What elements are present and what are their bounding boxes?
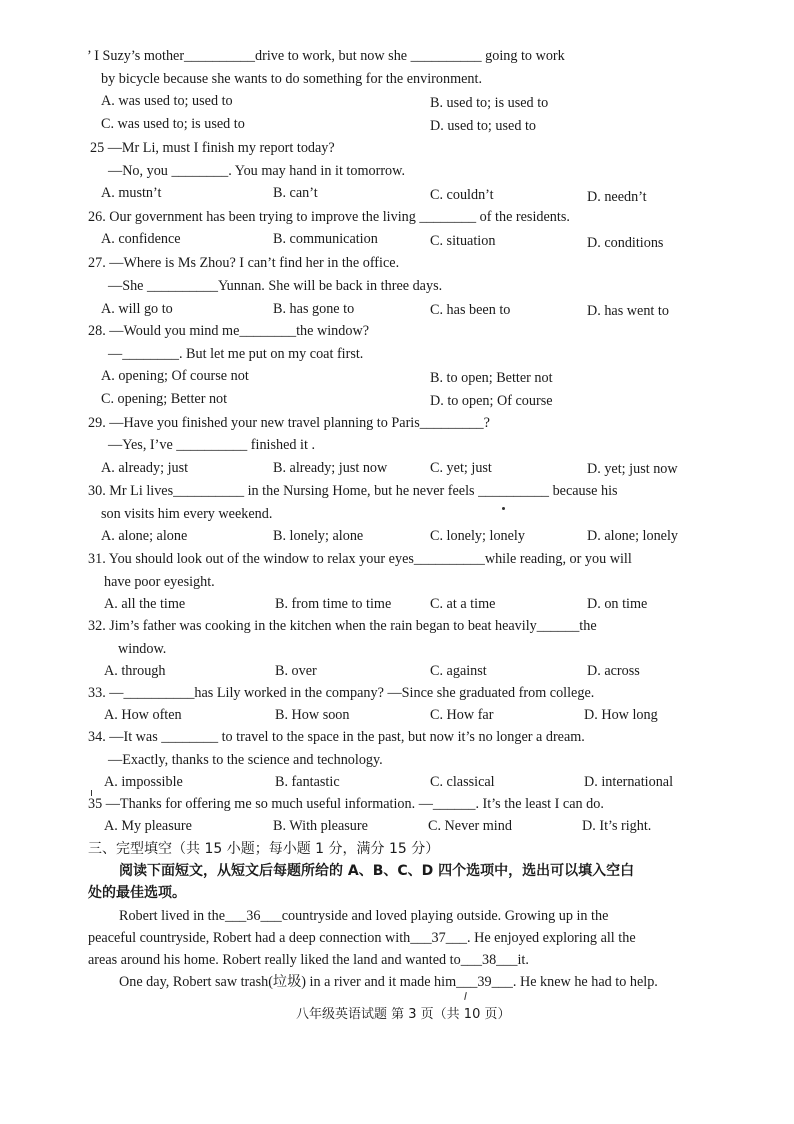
page-footer: 八年级英语试题 第 3 页（共 10 页） <box>296 1007 511 1022</box>
question-28-option-c: C. opening; Better not <box>101 391 228 407</box>
question-29-option-d: D. yet; just now <box>587 461 678 477</box>
question-29-stem-cont: —Yes, I’ve __________ finished it . <box>108 437 316 453</box>
question-30-option-a: A. alone; alone <box>101 528 188 544</box>
question-32-option-d: D. across <box>587 663 640 679</box>
question-25-stem-cont: —No, you ________. You may hand in it tomorrow. <box>108 163 406 179</box>
section-title: 三、完型填空（共 15 小题；每小题 1 分，满分 15 分） <box>88 841 440 857</box>
question-35-option-d: D. It’s right. <box>582 818 652 834</box>
question-25-stem: 25 —Mr Li, must I finish my report today? <box>90 140 335 156</box>
question-34-stem-cont: —Exactly, thanks to the science and technology. <box>108 752 383 768</box>
question-24-option-a: A. was used to; used to <box>101 93 233 109</box>
question-34-option-a: A. impossible <box>104 774 183 790</box>
question-25-option-a: A. mustn’t <box>101 185 162 201</box>
question-24-option-d: D. used to; used to <box>430 118 537 134</box>
section-instruction: 阅读下面短文，从短文后每题所给的 A、B、C、D 四个选项中，选出可以填入空白 <box>119 863 635 879</box>
passage-line-4: One day, Robert saw trash(垃圾) in a river and it made him___39___. He knew he had to help. <box>119 974 658 990</box>
question-29-option-b: B. already; just now <box>273 460 388 476</box>
question-28-option-a: A. opening; Of course not <box>101 368 249 384</box>
question-25-option-d: D. needn’t <box>587 189 647 205</box>
question-24-option-b: B. used to; is used to <box>430 95 549 111</box>
passage-line-3: areas around his home. Robert really liked the land and wanted to___38___it. <box>88 952 529 968</box>
question-28-stem-cont: —________. But let me put on my coat first. <box>108 346 364 362</box>
question-26-option-d: D. conditions <box>587 235 664 251</box>
passage-line-1: Robert lived in the___36___countryside and loved playing outside. Growing up in the <box>119 908 609 924</box>
passage-line-2: peaceful countryside, Robert had a deep connection with___37___. He enjoyed exploring all the <box>88 930 636 946</box>
question-29-stem: 29. —Have you finished your new travel planning to Paris_________? <box>88 415 490 431</box>
question-32-option-c: C. against <box>430 663 487 679</box>
question-33-option-b: B. How soon <box>275 707 350 723</box>
question-25-option-c: C. couldn’t <box>430 187 494 203</box>
question-24-option-c: C. was used to; is used to <box>101 116 245 132</box>
question-26-option-c: C. situation <box>430 233 496 249</box>
question-26-stem: 26. Our government has been trying to improve the living ________ of the residents. <box>88 209 570 225</box>
question-31-option-c: C. at a time <box>430 596 496 612</box>
question-27-option-d: D. has went to <box>587 303 669 319</box>
question-35-option-b: B. With pleasure <box>273 818 368 834</box>
question-35-option-c: C. Never mind <box>428 818 512 834</box>
question-27-stem: 27. —Where is Ms Zhou? I can’t find her in the office. <box>88 255 400 271</box>
question-33-option-d: D. How long <box>584 707 658 723</box>
question-34-option-d: D. international <box>584 774 674 790</box>
question-31-stem-cont: have poor eyesight. <box>104 574 215 590</box>
question-30-option-b: B. lonely; alone <box>273 528 364 544</box>
question-32-stem: 32. Jim’s father was cooking in the kitchen when the rain began to beat heavily______the <box>88 618 597 634</box>
question-30-stem-cont: son visits him every weekend. <box>101 506 273 522</box>
question-29-option-c: C. yet; just <box>430 460 492 476</box>
question-28-stem: 28. —Would you mind me________the window? <box>88 323 370 339</box>
question-30-option-d: D. alone; lonely <box>587 528 679 544</box>
question-32-option-b: B. over <box>275 663 317 679</box>
question-35-option-a: A. My pleasure <box>104 818 192 834</box>
question-28-option-d: D. to open; Of course <box>430 393 553 409</box>
question-31-option-b: B. from time to time <box>275 596 392 612</box>
speck-mark <box>502 507 505 510</box>
question-24-stem-cont: by bicycle because she wants to do something for the environment. <box>101 71 482 87</box>
question-33-stem: 33. —__________has Lily worked in the company? —Since she graduated from college. <box>88 685 595 701</box>
question-34-option-c: C. classical <box>430 774 495 790</box>
question-34-option-b: B. fantastic <box>275 774 340 790</box>
question-25-option-b: B. can’t <box>273 185 318 201</box>
question-28-option-b: B. to open; Better not <box>430 370 553 386</box>
question-31-option-a: A. all the time <box>104 596 186 612</box>
question-32-stem-cont: window. <box>118 641 167 657</box>
question-35-stem: 35 —Thanks for offering me so much useful information. —______. It’s the least I can do. <box>88 796 604 812</box>
question-33-option-a: A. How often <box>104 707 182 723</box>
section-instruction-cont: 处的最佳选项。 <box>88 885 186 901</box>
question-31-stem: 31. You should look out of the window to relax your eyes__________while reading, or you will <box>88 551 632 567</box>
question-31-option-d: D. on time <box>587 596 648 612</box>
question-26-option-b: B. communication <box>273 231 378 247</box>
question-30-option-c: C. lonely; lonely <box>430 528 525 544</box>
question-27-stem-cont: —She __________Yunnan. She will be back in three days. <box>108 278 443 294</box>
question-26-option-a: A. confidence <box>101 231 181 247</box>
question-27-option-a: A. will go to <box>101 301 173 317</box>
question-29-option-a: A. already; just <box>101 460 189 476</box>
question-27-option-b: B. has gone to <box>273 301 355 317</box>
question-30-stem: 30. Mr Li lives__________ in the Nursing Home, but he never feels __________ because his <box>88 483 618 499</box>
question-24-stem: ’ I Suzy’s mother__________drive to work, but now she __________ going to work <box>87 48 565 64</box>
scan-tick-mark <box>464 992 467 1000</box>
question-33-option-c: C. How far <box>430 707 494 723</box>
question-32-option-a: A. through <box>104 663 166 679</box>
question-34-stem: 34. —It was ________ to travel to the space in the past, but now it’s no longer a dream. <box>88 729 585 745</box>
question-27-option-c: C. has been to <box>430 302 511 318</box>
